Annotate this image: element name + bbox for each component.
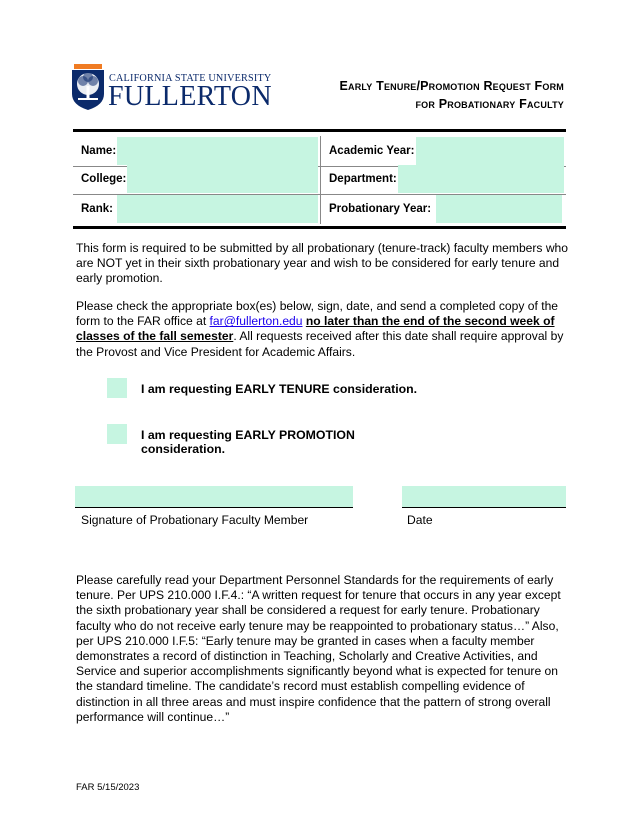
form-title-line-1: Early Tenure/Promotion Request Form [339, 79, 564, 93]
info-row [73, 194, 566, 224]
academic-year-label: Academic Year: [329, 145, 415, 157]
form-version-footer: FAR 5/15/2023 [76, 782, 140, 793]
intro-paragraph: This form is required to be submitted by all probationary (tenure-track) faculty members who are NOT yet in their sixth probationary year and wish to be considered for early tenure and early promotion. [76, 241, 569, 286]
department-label: Department: [329, 173, 397, 185]
instructions-paragraph [76, 299, 568, 360]
far-email-link[interactable]: far@fullerton.edu [209, 314, 303, 329]
name-cell [73, 136, 321, 166]
early-promotion-label: I am requesting EARLY PROMOTION consideration. [141, 428, 355, 456]
early-tenure-checkbox[interactable] [107, 378, 127, 398]
signature-label: Signature of Probationary Faculty Member [81, 513, 309, 527]
department-cell [321, 164, 566, 194]
date-field[interactable] [402, 486, 566, 508]
academic-year-field[interactable] [416, 137, 564, 165]
college-label: College: [81, 173, 127, 185]
early-tenure-label: I am requesting EARLY TENURE consideration. [141, 382, 418, 396]
academic-year-cell [321, 136, 566, 166]
info-row [73, 164, 566, 195]
logo-university-text: CALIFORNIA STATE UNIVERSITY [109, 73, 272, 84]
instructions-text: Please check the appropriate box(es) below, sign, date, and send a completed copy of the form to the FAR office at [76, 299, 559, 329]
signature-field[interactable] [75, 486, 353, 508]
rank-cell [73, 194, 321, 224]
rank-field[interactable] [117, 195, 318, 223]
name-label: Name: [81, 145, 117, 157]
policy-note-paragraph: Please carefully read your Department Personnel Standards for the requirements of early tenure. Per UPS 210.000 I.F.4.: “A written request for tenure that occurs in any year except the sixth probationary year shall be considered a request for early tenure. Probationary faculty who do not receive early tenure may be reappointed to probationary status…” Also, per UPS 210.000 I.F.5: “Early tenure may be granted in cases when a faculty member demonstrates a record of distinction in Teaching, Scholarly and Creative Activities, and Service and superior accomplishments significantly beyond what is expected for tenure on the standard timeline. The candidate’s record must establish compelling evidence of distinction in all three areas and must inspire confidence that the pattern of strong overall performance will continue…” [76, 573, 561, 724]
deadline-text: no later than the end of the second week of classes of the fall semester [76, 314, 555, 344]
probationary-year-label: Probationary Year: [329, 203, 432, 215]
date-label: Date [407, 513, 433, 527]
faculty-info-table [73, 129, 566, 229]
logo-campus-text: FULLERTON [108, 81, 272, 112]
approval-text: . All requests received after this date shall require approval by the Provost and Vice President for Academic Affairs. [76, 329, 564, 359]
info-row [73, 136, 566, 167]
rank-label: Rank: [81, 203, 113, 215]
titan-tree-logo-icon [72, 64, 104, 110]
college-field[interactable] [127, 165, 318, 193]
early-promotion-checkbox[interactable] [107, 424, 127, 444]
probationary-year-field[interactable] [436, 195, 562, 223]
form-title-line-2: for Probationary Faculty [415, 97, 564, 111]
probationary-year-cell [321, 194, 566, 224]
department-field[interactable] [398, 165, 564, 193]
university-logo [72, 64, 272, 112]
form-title [339, 77, 564, 113]
name-field[interactable] [117, 137, 318, 165]
college-cell [73, 164, 321, 194]
